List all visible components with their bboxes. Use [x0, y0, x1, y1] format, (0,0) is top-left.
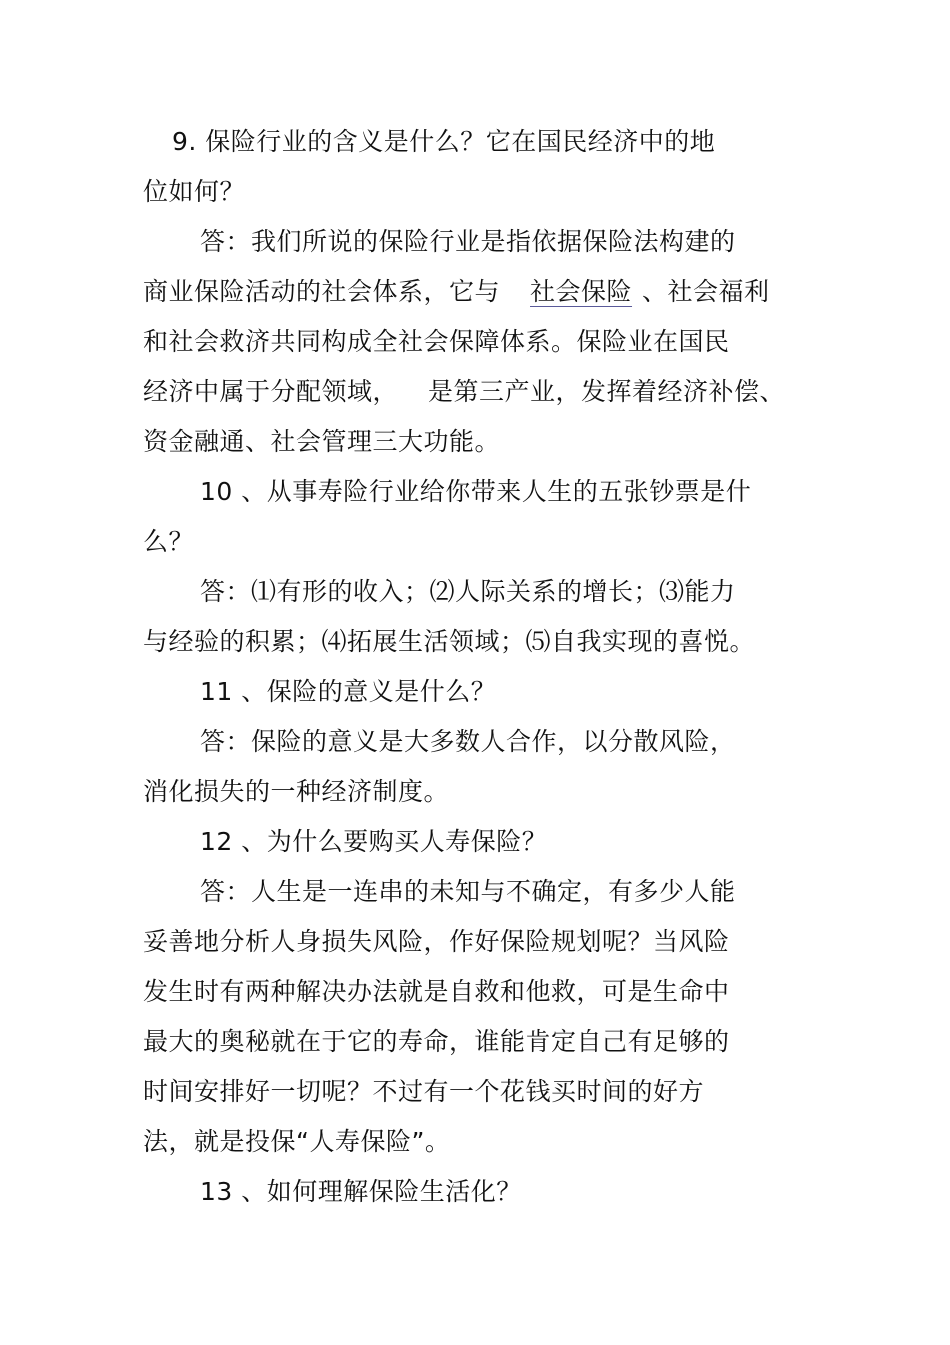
social-insurance-link[interactable]: 社会保险 — [530, 277, 633, 306]
question-11-line-1: 11 、保险的意义是什么？ — [200, 677, 497, 706]
question-10-line-1: 10 、从事寿险行业给你带来人生的五张钞票是什 — [200, 477, 752, 506]
answer-9-line-2 — [0, 267, 950, 317]
question-9-line-2: 位如何？ — [143, 177, 246, 206]
answer-12-line-3: 发生时有两种解决办法就是自救和他救，可是生命中 — [143, 977, 730, 1006]
answer-12-line-5: 时间安排好一切呢？不过有一个花钱买时间的好方 — [143, 1077, 705, 1106]
answer-11-line-1: 答：保险的意义是大多数人合作，以分散风险， — [200, 727, 736, 756]
answer-9-line-2-text-b: 、社会福利 — [642, 277, 770, 306]
answer-10-line-2: 与经验的积累；⑷拓展生活领域；⑸自我实现的喜悦。 — [143, 627, 756, 656]
answer-9-line-5: 资金融通、社会管理三大功能。 — [143, 427, 501, 456]
answer-11-line-2: 消化损失的一种经济制度。 — [143, 777, 450, 806]
answer-12-line-2: 妥善地分析人身损失风险，作好保险规划呢？当风险 — [143, 927, 730, 956]
question-10-line-2: 么？ — [143, 527, 195, 556]
question-12-line-1: 12 、为什么要购买人寿保险？ — [200, 827, 548, 856]
answer-9-line-1: 答：我们所说的保险行业是指依据保险法构建的 — [200, 227, 736, 256]
answer-12-line-6: 法，就是投保“人寿保险”。 — [143, 1127, 451, 1156]
answer-9-line-4-text-b: 是第三产业，发挥着经济补偿、 — [428, 377, 786, 406]
answer-9-line-3: 和社会救济共同构成全社会保障体系。保险业在国民 — [143, 327, 730, 356]
answer-9-line-4-text-a: 经济中属于分配领域， — [143, 377, 399, 406]
answer-9-line-4 — [0, 367, 950, 417]
answer-9-line-2-text-a: 商业保险活动的社会体系，它与 — [143, 277, 501, 306]
answer-12-line-1: 答：人生是一连串的未知与不确定，有多少人能 — [200, 877, 736, 906]
question-9-line-1: 9. 保险行业的含义是什么？它在国民经济中的地 — [172, 127, 716, 156]
answer-10-line-1: 答：⑴有形的收入；⑵人际关系的增长；⑶能力 — [200, 577, 736, 606]
question-13-line-1: 13 、如何理解保险生活化？ — [200, 1177, 522, 1206]
answer-12-line-4: 最大的奥秘就在于它的寿命，谁能肯定自己有足够的 — [143, 1027, 730, 1056]
